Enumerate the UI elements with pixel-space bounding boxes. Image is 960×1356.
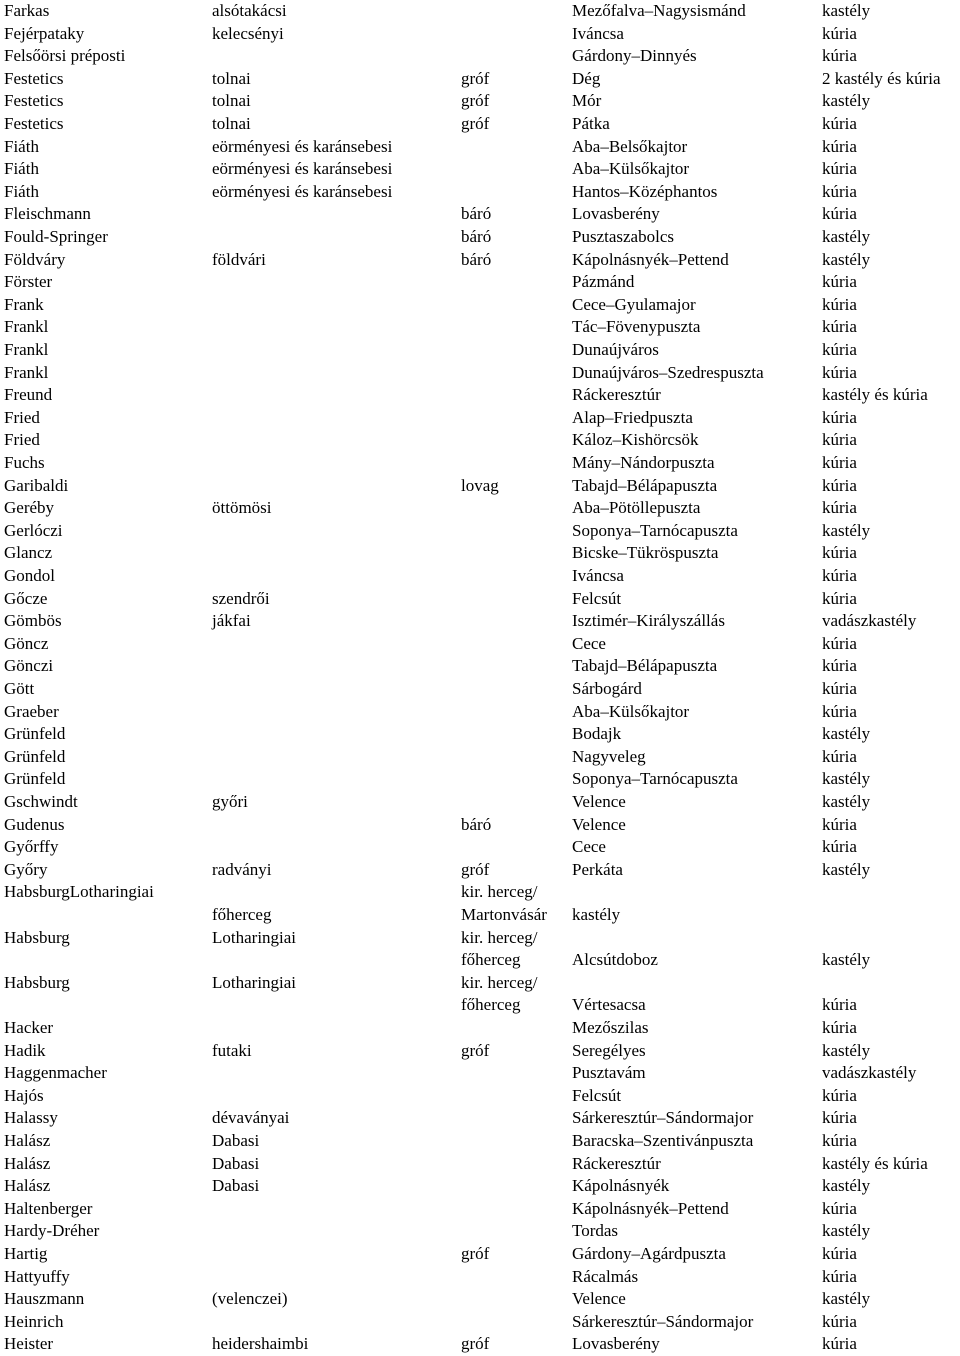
building-type-cell: kúria <box>822 701 857 721</box>
table-row <box>0 23 960 46</box>
family-name-cell: Gőcze <box>4 588 48 608</box>
building-type-cell: kastély <box>822 91 871 111</box>
building-type-cell: kastély és kúria <box>822 1153 928 1173</box>
table-row <box>0 768 960 791</box>
place-cell: Felcsút <box>572 588 622 608</box>
family-name-cell: Hattyuffy <box>4 1266 70 1286</box>
place-cell: Pusztavám <box>572 1063 646 1083</box>
prefix-cell: futaki <box>212 1040 252 1060</box>
table-row <box>0 68 960 91</box>
table-row-two-line <box>0 927 960 972</box>
place-cell: Cece–Gyulamajor <box>572 294 696 314</box>
table-row <box>0 1288 960 1311</box>
family-name-cell: Fuchs <box>4 453 45 472</box>
family-name-cell: Graeber <box>4 701 59 721</box>
table-row <box>0 1130 960 1153</box>
prefix-cell: Dabasi <box>212 1131 260 1150</box>
building-type-cell: kúria <box>822 1085 857 1105</box>
table-row <box>0 90 960 113</box>
table-row <box>0 746 960 769</box>
table-row <box>0 158 960 181</box>
family-name-cell: Halász <box>4 1153 51 1173</box>
family-name-cell: Grünfeld <box>4 724 66 744</box>
table-row <box>0 1198 960 1221</box>
place-cell: Rácalmás <box>572 1266 639 1286</box>
family-name-cell: Frank <box>4 294 44 314</box>
place-cell: Gárdony–Agárdpuszta <box>572 1244 726 1263</box>
place-cell: Káloz–Kishörcsök <box>572 430 699 450</box>
table-row <box>0 407 960 430</box>
family-name-cell: Frankl <box>4 317 49 337</box>
place-cell: Velence <box>572 814 626 834</box>
place-cell: Vértesacsa <box>572 995 646 1015</box>
table-row <box>0 701 960 724</box>
place-cell: Kápolnásnyék–Pettend <box>572 249 729 269</box>
prefix-cell: eörményesi és karánsebesi <box>212 136 393 156</box>
table-row <box>0 1085 960 1108</box>
title-cell: báró <box>461 204 492 224</box>
table-row <box>0 1153 960 1176</box>
building-type-cell: kúria <box>822 814 857 834</box>
family-name-cell: Gschwindt <box>4 792 78 811</box>
prefix-cell: Dabasi <box>212 1176 260 1196</box>
place-cell: Sárkeresztúr–Sándormajor <box>572 1311 754 1331</box>
place-cell: Aba–Belsőkajtor <box>572 136 688 156</box>
place-cell: Alcsútdoboz <box>572 950 658 970</box>
family-name-cell: Festetics <box>4 114 64 133</box>
place-cell: Mezőszilas <box>572 1018 649 1037</box>
place-cell: Kápolnásnyék–Pettend <box>572 1198 729 1218</box>
place-cell: Alap–Friedpuszta <box>572 407 693 427</box>
family-name-cell: Heinrich <box>4 1311 64 1331</box>
place-cell: Tác–Fövenypuszta <box>572 317 701 337</box>
building-type-cell: kastély <box>822 859 871 879</box>
building-type-cell: kastély <box>822 249 871 269</box>
prefix-cell: földvári <box>212 249 266 269</box>
family-name-cell: Fried <box>4 407 40 427</box>
building-type-cell: kúria <box>822 995 857 1015</box>
building-type-cell: 2 kastély és kúria <box>822 68 941 88</box>
place-cell: Isztimér–Királyszállás <box>572 611 725 631</box>
family-name-cell: Habsburg <box>4 927 70 947</box>
table-row <box>0 1062 960 1085</box>
place-cell: Tordas <box>572 1221 619 1241</box>
family-name-cell: Fiáth <box>4 136 39 156</box>
building-type-cell: kúria <box>822 633 857 653</box>
place-cell: Dég <box>572 68 601 88</box>
family-name-cell: Győry <box>4 859 48 879</box>
place-cell: Kápolnásnyék <box>572 1176 670 1196</box>
building-type-cell: kúria <box>822 340 857 359</box>
family-name-cell: Habsburg <box>4 972 70 992</box>
place-cell: Lovasberény <box>572 1334 660 1354</box>
family-name-cell: Gömbös <box>4 611 62 631</box>
building-type-cell: kúria <box>822 1266 857 1286</box>
building-type-cell: kúria <box>822 1108 857 1128</box>
place-cell: kastély <box>572 904 621 924</box>
family-name-cell: Halász <box>4 1176 51 1196</box>
table-row <box>0 226 960 249</box>
family-name-cell: Győrffy <box>4 837 59 857</box>
table-row <box>0 203 960 226</box>
table-row <box>0 1333 960 1356</box>
title-cell: gróf <box>461 1040 490 1060</box>
family-name-cell: HabsburgLotharingiai <box>4 882 154 902</box>
family-name-cell: Garibaldi <box>4 475 69 495</box>
family-name-cell: Fleischmann <box>4 204 91 224</box>
building-type-cell: kastély <box>822 1 871 20</box>
title-cell: báró <box>461 227 492 246</box>
building-type-cell: kúria <box>822 498 857 518</box>
family-name-cell: Farkas <box>4 1 50 20</box>
family-name-cell: Gondol <box>4 566 55 585</box>
place-cell: Velence <box>572 792 626 811</box>
place-cell: Mány–Nándorpuszta <box>572 453 715 472</box>
building-type-cell: kastély <box>822 1176 871 1196</box>
prefix-cell: alsótakácsi <box>212 1 287 20</box>
family-name-cell: Festetics <box>4 68 64 88</box>
family-name-cell: Freund <box>4 385 53 405</box>
family-name-cell: Geréby <box>4 498 55 518</box>
prefix-cell: eörményesi és karánsebesi <box>212 159 393 179</box>
place-cell: Gárdony–Dinnyés <box>572 46 697 66</box>
prefix-cell: Lotharingiai <box>212 972 297 992</box>
table-row-two-line <box>0 881 960 926</box>
place-cell: Felcsút <box>572 1085 622 1105</box>
prefix-cell: tolnai <box>212 68 251 88</box>
building-type-cell: kúria <box>822 317 857 337</box>
table-row <box>0 542 960 565</box>
building-type-cell: kúria <box>822 837 857 857</box>
place-cell: Mór <box>572 91 602 111</box>
family-name-cell: Frankl <box>4 362 49 382</box>
prefix-cell: tolnai <box>212 114 251 133</box>
family-name-cell: Grünfeld <box>4 746 66 766</box>
building-type-cell: kastély <box>822 1040 871 1060</box>
family-name-cell: Hadik <box>4 1040 46 1060</box>
table-row <box>0 497 960 520</box>
table-row <box>0 136 960 159</box>
building-type-cell: kúria <box>822 679 857 698</box>
prefix-cell: Lotharingiai <box>212 927 297 947</box>
building-type-cell: kúria <box>822 1244 857 1263</box>
table-row <box>0 249 960 272</box>
table-row <box>0 791 960 814</box>
building-type-cell: vadászkastély <box>822 611 917 631</box>
building-type-cell: kúria <box>822 566 857 585</box>
table-row <box>0 588 960 611</box>
family-name-cell: Förster <box>4 272 53 292</box>
building-type-cell: kúria <box>822 362 857 382</box>
building-type-cell: kúria <box>822 46 857 66</box>
family-name-cell: Festetics <box>4 91 64 111</box>
title-cell: gróf <box>461 68 490 88</box>
table-row <box>0 1107 960 1130</box>
table-row <box>0 45 960 68</box>
place-cell: Nagyveleg <box>572 746 646 766</box>
building-type-cell: kúria <box>822 746 857 766</box>
place-cell: Soponya–Tarnócapuszta <box>572 520 738 540</box>
place-cell: Cece <box>572 837 606 857</box>
family-name-cell: Gerlóczi <box>4 520 63 540</box>
title-cell: kir. herceg/ <box>461 882 538 902</box>
place-cell: Cece <box>572 633 606 653</box>
building-type-cell: kúria <box>822 1311 857 1331</box>
building-type-cell: kastély <box>822 227 871 246</box>
building-type-cell: kúria <box>822 1131 857 1150</box>
building-type-cell: kúria <box>822 136 857 156</box>
place-cell: Lovasberény <box>572 204 660 224</box>
table-row <box>0 655 960 678</box>
family-name-cell: Fried <box>4 430 40 450</box>
building-type-cell: kúria <box>822 159 857 179</box>
place-cell: Tabajd–Bélápapuszta <box>572 475 718 495</box>
prefix-cell: főherceg <box>212 904 272 924</box>
table-row <box>0 429 960 452</box>
table-row <box>0 859 960 882</box>
place-cell: Perkáta <box>572 859 623 879</box>
building-type-cell: kúria <box>822 1334 857 1354</box>
building-type-cell: kúria <box>822 1018 857 1037</box>
family-name-cell: Glancz <box>4 543 53 563</box>
prefix-cell: szendrői <box>212 588 270 608</box>
building-type-cell: kúria <box>822 588 857 608</box>
place-cell: Pusztaszabolcs <box>572 227 674 246</box>
place-cell: Bodajk <box>572 724 622 744</box>
place-cell: Sárbogárd <box>572 679 642 698</box>
building-type-cell: kúria <box>822 453 857 472</box>
family-name-cell: Fejérpataky <box>4 23 85 43</box>
building-type-cell: kastély <box>822 792 871 811</box>
family-name-cell: Hajós <box>4 1085 44 1105</box>
family-name-cell: Göncz <box>4 633 49 653</box>
family-name-cell: Halász <box>4 1131 51 1150</box>
prefix-cell: kelecsényi <box>212 23 284 43</box>
building-type-cell: kastély <box>822 1289 871 1309</box>
title-cell: gróf <box>461 1244 490 1263</box>
title-cell: gróf <box>461 859 490 879</box>
building-type-cell: kúria <box>822 23 857 43</box>
table-row-two-line <box>0 972 960 1017</box>
building-type-cell: kastély <box>822 1221 871 1241</box>
family-name-cell: Halassy <box>4 1108 58 1128</box>
family-name-cell: Haggenmacher <box>4 1063 107 1083</box>
building-type-cell: kúria <box>822 294 857 314</box>
prefix-cell: eörményesi és karánsebesi <box>212 181 393 201</box>
building-type-cell: kúria <box>822 430 857 450</box>
place-cell: Pázmánd <box>572 272 635 292</box>
place-cell: Mezőfalva–Nagysismánd <box>572 1 746 20</box>
title-cell: báró <box>461 249 492 269</box>
place-cell: Aba–Külsőkajtor <box>572 701 690 721</box>
place-cell: Aba–Külsőkajtor <box>572 159 690 179</box>
table-row <box>0 316 960 339</box>
prefix-cell: tolnai <box>212 91 251 111</box>
family-name-cell: Hacker <box>4 1018 54 1037</box>
family-name-cell: Hartig <box>4 1244 48 1263</box>
family-name-cell: Gött <box>4 679 35 698</box>
prefix-cell: Dabasi <box>212 1153 260 1173</box>
building-type-cell: kúria <box>822 204 857 224</box>
place-cell: Iváncsa <box>572 23 624 43</box>
table-row <box>0 1017 960 1040</box>
family-name-cell: Földváry <box>4 249 66 269</box>
title-cell: báró <box>461 814 492 834</box>
place-cell: Ráckeresztúr <box>572 385 661 405</box>
table-row <box>0 633 960 656</box>
table-row <box>0 294 960 317</box>
place-cell: Tabajd–Bélápapuszta <box>572 656 718 676</box>
table-row <box>0 723 960 746</box>
family-name-cell: Fiáth <box>4 159 39 179</box>
place-cell: Soponya–Tarnócapuszta <box>572 769 738 789</box>
table-row <box>0 610 960 633</box>
title-cell: gróf <box>461 1334 490 1354</box>
title-cell: Martonvásár <box>461 904 547 924</box>
table-row <box>0 181 960 204</box>
building-type-cell: kúria <box>822 181 857 201</box>
family-name-cell: Hardy-Dréher <box>4 1221 100 1241</box>
place-cell: Sárkeresztúr–Sándormajor <box>572 1108 754 1128</box>
family-name-cell: Gudenus <box>4 814 65 834</box>
title-cell: főherceg <box>461 950 521 970</box>
table-row <box>0 452 960 475</box>
place-cell: Pátka <box>572 114 610 133</box>
building-type-cell: kastély <box>822 724 871 744</box>
building-type-cell: vadászkastély <box>822 1063 917 1083</box>
table-row <box>0 1266 960 1289</box>
building-type-cell: kúria <box>822 543 857 563</box>
place-cell: Aba–Pötöllepuszta <box>572 498 701 518</box>
place-cell: Bicske–Tükröspuszta <box>572 543 719 563</box>
prefix-cell: öttömösi <box>212 498 272 518</box>
prefix-cell: heidershaimbi <box>212 1334 309 1354</box>
prefix-cell: radványi <box>212 859 272 879</box>
prefix-cell: (velenczei) <box>212 1289 288 1309</box>
table-row <box>0 271 960 294</box>
building-type-cell: kastély <box>822 950 871 970</box>
building-type-cell: kúria <box>822 114 857 133</box>
family-name-cell: Grünfeld <box>4 769 66 789</box>
table-row <box>0 520 960 543</box>
family-name-cell: Heister <box>4 1334 54 1354</box>
table-row <box>0 1220 960 1243</box>
place-cell: Iváncsa <box>572 566 624 585</box>
building-type-cell: kastély <box>822 520 871 540</box>
family-name-cell: Frankl <box>4 340 49 359</box>
table-row <box>0 814 960 837</box>
building-type-cell: kúria <box>822 475 857 495</box>
family-name-cell: Fould-Springer <box>4 227 108 246</box>
place-cell: Baracska–Szentivánpuszta <box>572 1131 754 1150</box>
prefix-cell: dévaványai <box>212 1108 290 1128</box>
building-type-cell: kúria <box>822 656 857 676</box>
place-cell: Velence <box>572 1289 626 1309</box>
table-row <box>0 0 960 23</box>
building-type-cell: kastély és kúria <box>822 385 928 405</box>
table-row <box>0 678 960 701</box>
family-name-cell: Gönczi <box>4 656 54 676</box>
table-row <box>0 475 960 498</box>
table-row <box>0 1040 960 1063</box>
building-type-cell: kastély <box>822 769 871 789</box>
table-row <box>0 836 960 859</box>
title-cell: főherceg <box>461 995 521 1015</box>
table-row <box>0 565 960 588</box>
building-type-cell: kúria <box>822 1198 857 1218</box>
title-cell: lovag <box>461 475 499 495</box>
table-row <box>0 1311 960 1334</box>
building-type-cell: kúria <box>822 272 857 292</box>
family-name-cell: Fiáth <box>4 181 39 201</box>
place-cell: Seregélyes <box>572 1040 646 1060</box>
table-row <box>0 362 960 385</box>
prefix-cell: jákfai <box>212 611 251 631</box>
table-row <box>0 1175 960 1198</box>
building-type-cell: kúria <box>822 407 857 427</box>
table-row <box>0 384 960 407</box>
table-row <box>0 339 960 362</box>
title-cell: gróf <box>461 114 490 133</box>
title-cell: gróf <box>461 91 490 111</box>
table-row <box>0 1243 960 1266</box>
prefix-cell: győri <box>212 792 248 811</box>
table-row <box>0 113 960 136</box>
place-cell: Dunaújváros <box>572 340 659 359</box>
title-cell: kir. herceg/ <box>461 972 538 992</box>
place-cell: Ráckeresztúr <box>572 1153 661 1173</box>
family-name-cell: Hauszmann <box>4 1289 85 1309</box>
place-cell: Hantos–Középhantos <box>572 181 718 201</box>
family-name-cell: Haltenberger <box>4 1198 93 1218</box>
place-cell: Dunaújváros–Szedrespuszta <box>572 362 764 382</box>
title-cell: kir. herceg/ <box>461 927 538 947</box>
family-name-cell: Felsőörsi préposti <box>4 46 126 66</box>
